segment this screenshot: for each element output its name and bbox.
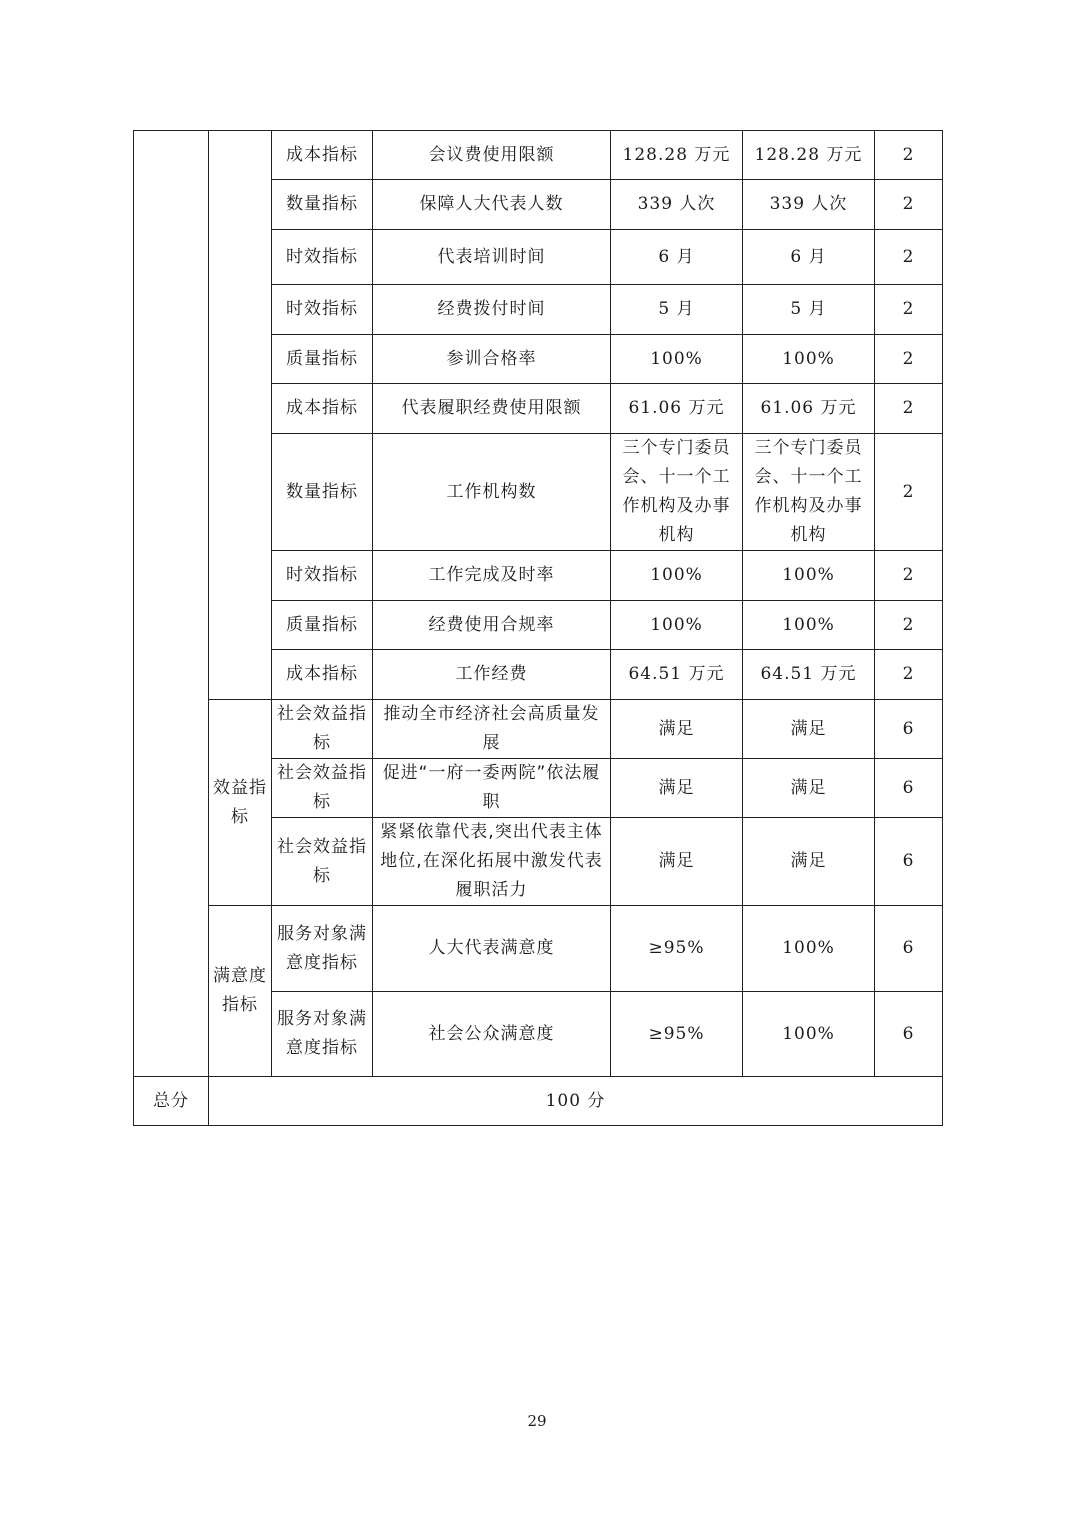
target-value: 61.06 万元: [611, 384, 743, 434]
score: 2: [875, 131, 943, 180]
score: 6: [875, 818, 943, 906]
target-value: 满足: [611, 818, 743, 906]
actual-value: 100%: [743, 992, 875, 1077]
score: 6: [875, 906, 943, 992]
indicator-name: 人大代表满意度: [373, 906, 611, 992]
score: 6: [875, 992, 943, 1077]
actual-value: 满足: [743, 700, 875, 759]
target-value: 128.28 万元: [611, 131, 743, 180]
indicator-name: 代表履职经费使用限额: [373, 384, 611, 434]
actual-value: 5 月: [743, 285, 875, 335]
actual-value: 满足: [743, 818, 875, 906]
target-value: 三个专门委员会、十一个工作机构及办事机构: [611, 434, 743, 551]
indicator-name: 参训合格率: [373, 335, 611, 384]
performance-table: [133, 130, 943, 1126]
target-value: 5 月: [611, 285, 743, 335]
indicator-name: 经费拨付时间: [373, 285, 611, 335]
level1-cell-empty: [134, 131, 209, 1077]
sub-indicator: 质量指标: [272, 335, 373, 384]
sub-indicator: 时效指标: [272, 230, 373, 285]
target-value: 64.51 万元: [611, 650, 743, 700]
target-value: 100%: [611, 551, 743, 601]
actual-value: 64.51 万元: [743, 650, 875, 700]
sub-indicator: 社会效益指标: [272, 759, 373, 818]
actual-value: 100%: [743, 551, 875, 601]
score: 2: [875, 434, 943, 551]
target-value: ≥95%: [611, 992, 743, 1077]
target-value: 339 人次: [611, 180, 743, 230]
table-row: [134, 131, 943, 180]
sub-indicator: 服务对象满意度指标: [272, 992, 373, 1077]
actual-value: 满足: [743, 759, 875, 818]
level2-cell-empty: [209, 131, 272, 700]
actual-value: 339 人次: [743, 180, 875, 230]
score: 6: [875, 700, 943, 759]
actual-value: 100%: [743, 601, 875, 650]
sub-indicator: 成本指标: [272, 131, 373, 180]
actual-value: 100%: [743, 335, 875, 384]
target-value: ≥95%: [611, 906, 743, 992]
actual-value: 6 月: [743, 230, 875, 285]
sub-indicator: 质量指标: [272, 601, 373, 650]
score: 2: [875, 335, 943, 384]
indicator-name: 经费使用合规率: [373, 601, 611, 650]
total-label: 总分: [134, 1077, 209, 1126]
target-value: 100%: [611, 335, 743, 384]
actual-value: 100%: [743, 906, 875, 992]
page-number: 29: [527, 1412, 547, 1430]
sub-indicator: 服务对象满意度指标: [272, 906, 373, 992]
score: 2: [875, 384, 943, 434]
indicator-name: 社会公众满意度: [373, 992, 611, 1077]
indicator-name: 工作机构数: [373, 434, 611, 551]
sub-indicator: 数量指标: [272, 434, 373, 551]
score: 2: [875, 650, 943, 700]
sub-indicator: 时效指标: [272, 551, 373, 601]
indicator-name: 工作经费: [373, 650, 611, 700]
total-row: [134, 1077, 943, 1126]
sub-indicator: 数量指标: [272, 180, 373, 230]
group-benefit-indicator: 效益指标: [209, 700, 272, 906]
score: 2: [875, 230, 943, 285]
sub-indicator: 时效指标: [272, 285, 373, 335]
indicator-name: 促进“一府一委两院”依法履职: [373, 759, 611, 818]
table-row: [134, 700, 943, 759]
score: 6: [875, 759, 943, 818]
indicator-name: 代表培训时间: [373, 230, 611, 285]
actual-value: 三个专门委员会、十一个工作机构及办事机构: [743, 434, 875, 551]
indicator-name: 会议费使用限额: [373, 131, 611, 180]
sub-indicator: 社会效益指标: [272, 700, 373, 759]
actual-value: 128.28 万元: [743, 131, 875, 180]
actual-value: 61.06 万元: [743, 384, 875, 434]
indicator-name: 紧紧依靠代表,突出代表主体地位,在深化拓展中激发代表履职活力: [373, 818, 611, 906]
group-satisfaction-indicator: 满意度指标: [209, 906, 272, 1077]
score: 2: [875, 180, 943, 230]
indicator-name: 推动全市经济社会高质量发展: [373, 700, 611, 759]
score: 2: [875, 551, 943, 601]
target-value: 100%: [611, 601, 743, 650]
sub-indicator: 成本指标: [272, 384, 373, 434]
table-row: [134, 906, 943, 992]
target-value: 满足: [611, 759, 743, 818]
target-value: 6 月: [611, 230, 743, 285]
target-value: 满足: [611, 700, 743, 759]
sub-indicator: 成本指标: [272, 650, 373, 700]
total-value: 100 分: [209, 1077, 943, 1126]
score: 2: [875, 601, 943, 650]
score: 2: [875, 285, 943, 335]
sub-indicator: 社会效益指标: [272, 818, 373, 906]
indicator-name: 保障人大代表人数: [373, 180, 611, 230]
indicator-name: 工作完成及时率: [373, 551, 611, 601]
